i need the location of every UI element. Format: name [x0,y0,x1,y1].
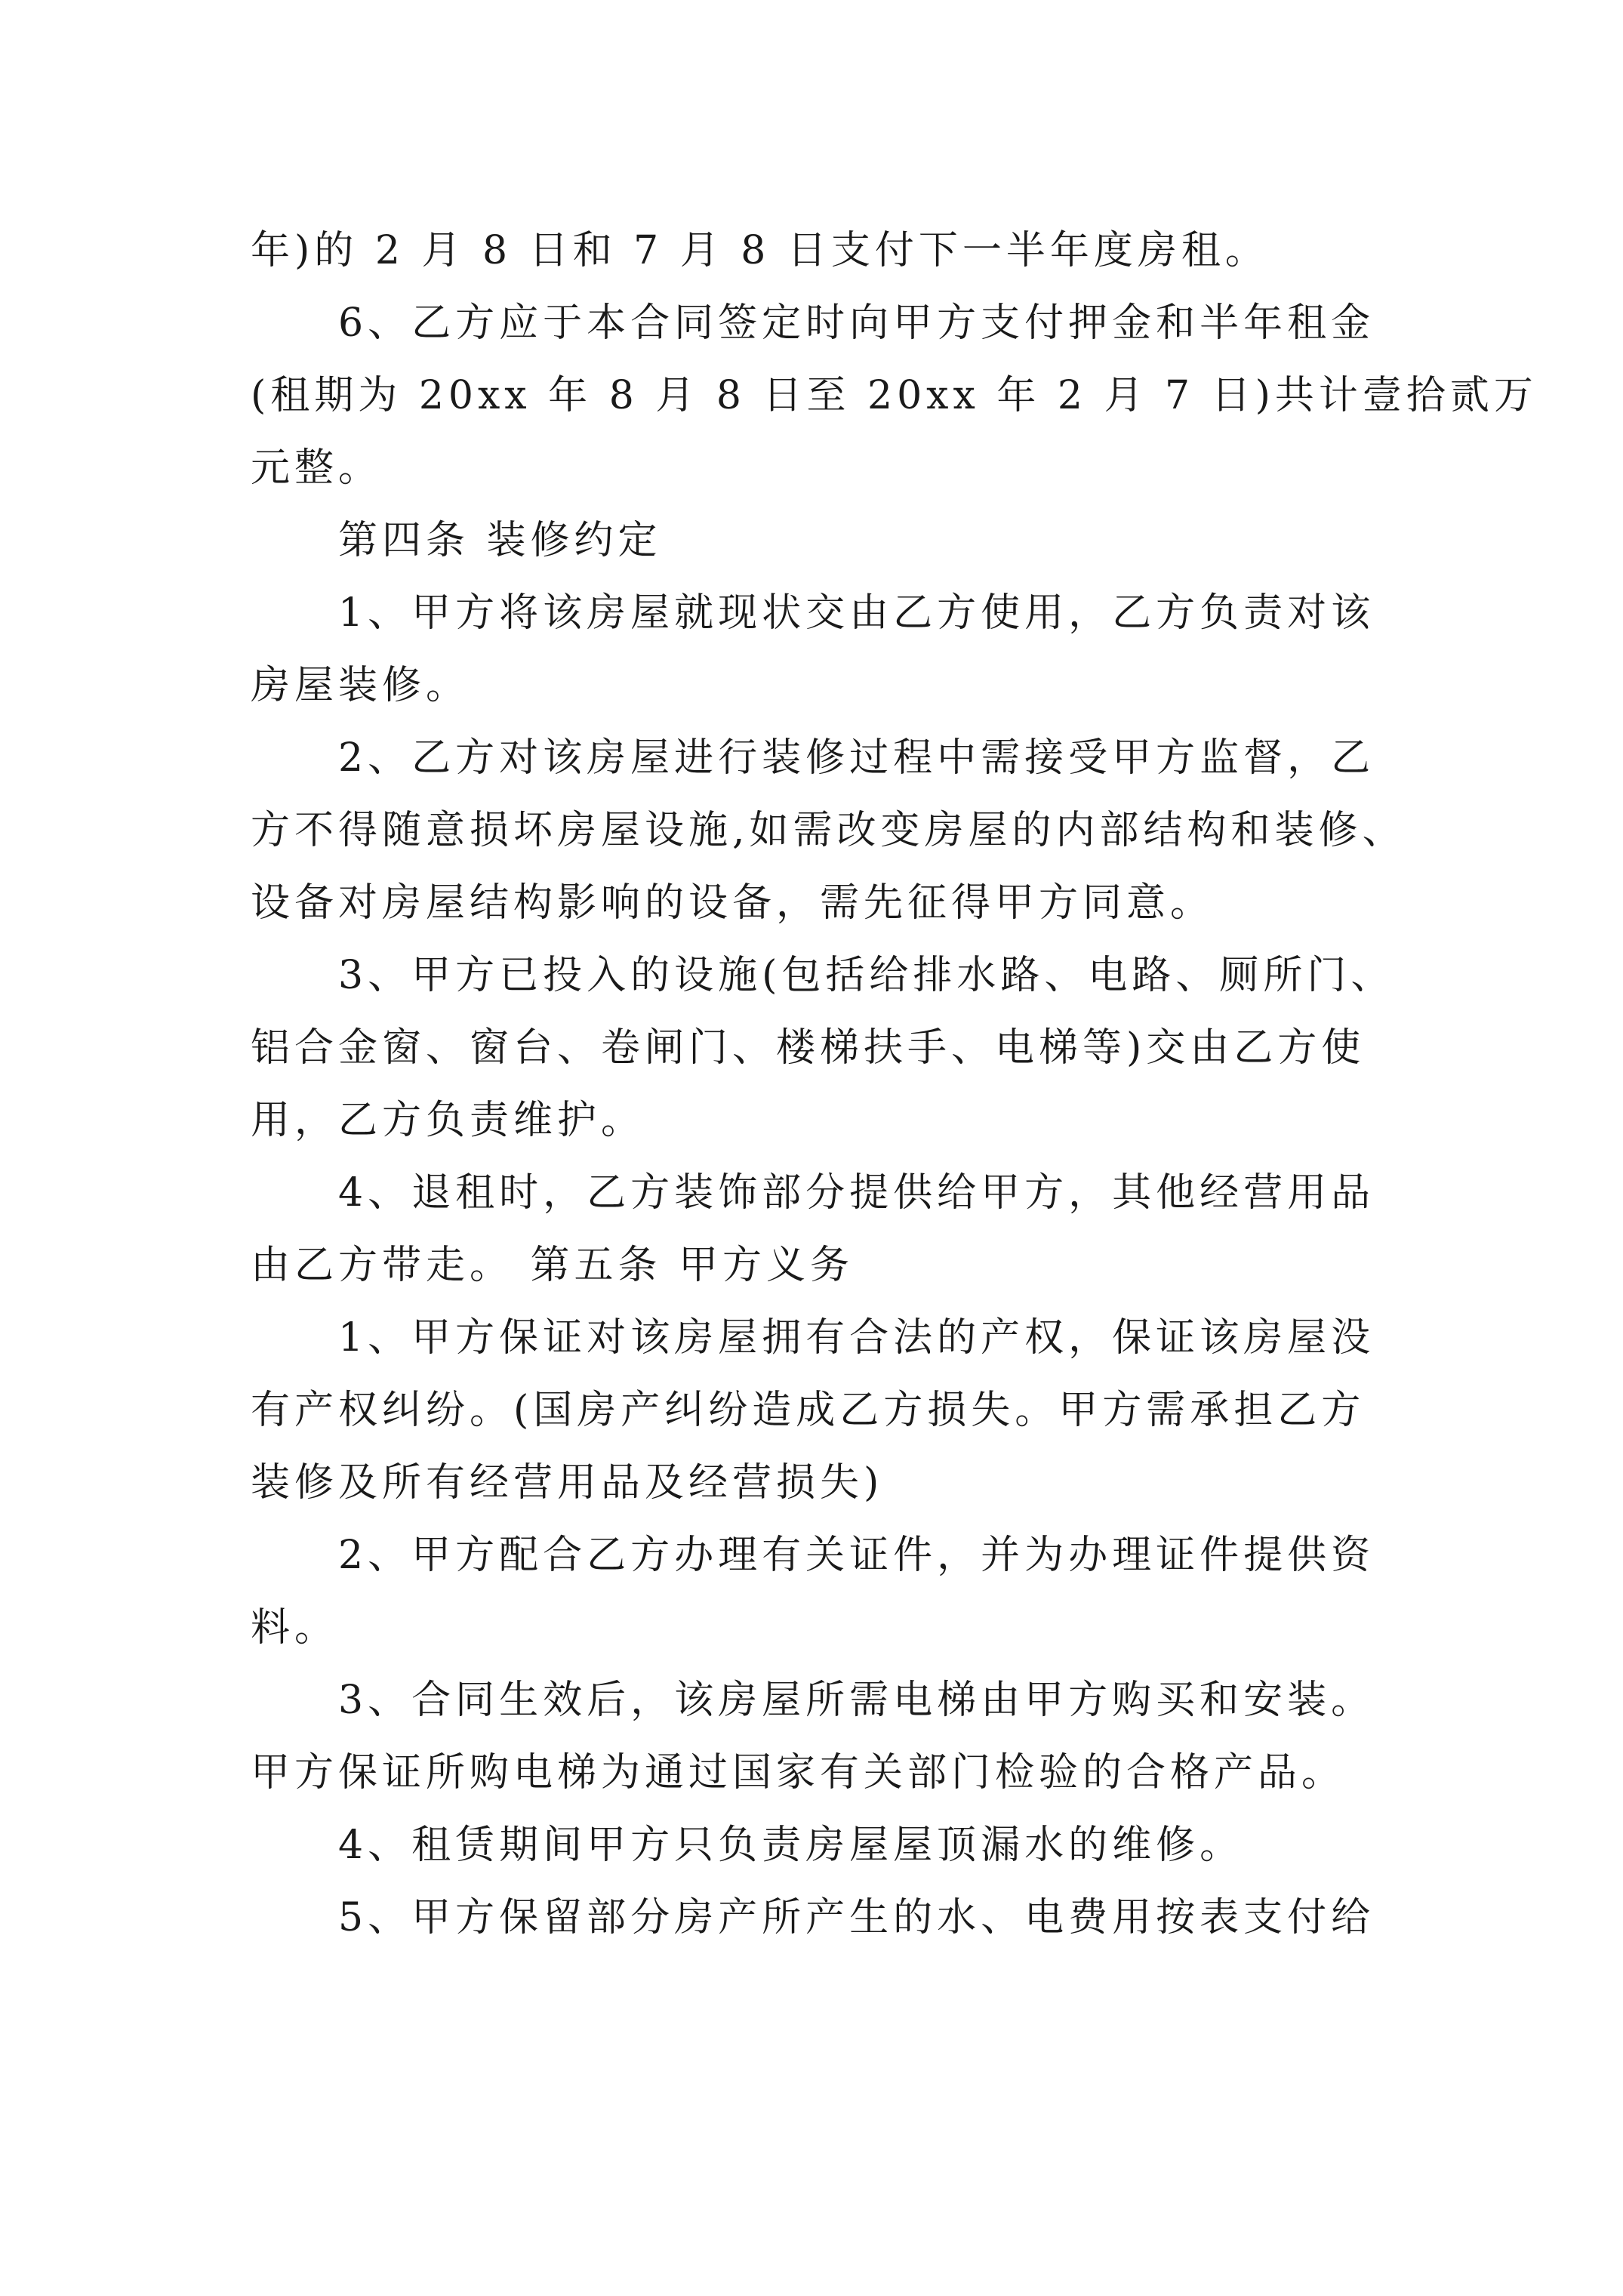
text-line: 房屋装修。 [251,663,470,708]
text-line: 用，乙方负责维护。 [251,1098,645,1143]
text-line: 5、甲方保留部分房产所产生的水、电费用按表支付给 [338,1895,1375,1940]
text-line: 由乙方带走。 第五条 甲方义务 [251,1243,855,1288]
text-line: 装修及所有经营用品及经营损失) [251,1460,884,1505]
section-heading: 第四条 装修约定 [338,518,662,563]
text-line: 4、退租时，乙方装饰部分提供给甲方，其他经营用品 [338,1170,1375,1216]
text-line: 2、乙方对该房屋进行装修过程中需接受甲方监督，乙 [338,735,1375,781]
text-line: (租期为 20xx 年 8 月 8 日至 20xx 年 2 月 7 日)共计壹拾贰万 [251,373,1538,418]
text-line: 年)的 2 月 8 日和 7 月 8 日支付下一半年度房租。 [251,228,1269,273]
text-line: 6、乙方应于本合同签定时向甲方支付押金和半年租金 [338,300,1375,346]
text-line: 甲方保证所购电梯为通过国家有关部门检验的合格产品。 [251,1750,1346,1795]
text-line: 元整。 [251,445,383,491]
document-body [251,214,1538,1954]
text-line: 有产权纠纷。(国房产纠纷造成乙方损失。甲方需承担乙方 [251,1388,1366,1433]
text-line: 1、甲方保证对该房屋拥有合法的产权，保证该房屋没 [338,1315,1375,1361]
text-line: 设备对房屋结构影响的设备，需先征得甲方同意。 [251,880,1215,926]
text-line: 方不得随意损坏房屋设施,如需改变房屋的内部结构和装修、 [251,808,1406,853]
text-line: 4、租赁期间甲方只负责房屋屋顶漏水的维修。 [338,1823,1244,1868]
text-line: 铝合金窗、窗台、卷闸门、楼梯扶手、电梯等)交由乙方使 [251,1025,1366,1071]
text-line: 2、甲方配合乙方办理有关证件，并为办理证件提供资 [338,1533,1375,1578]
text-line: 3、合同生效后，该房屋所需电梯由甲方购买和安装。 [338,1678,1375,1723]
text-line: 3、甲方已投入的设施(包括给排水路、电路、厕所门、 [338,953,1395,998]
text-line: 料。 [251,1605,339,1650]
text-line: 1、甲方将该房屋就现状交由乙方使用，乙方负责对该 [338,590,1375,636]
